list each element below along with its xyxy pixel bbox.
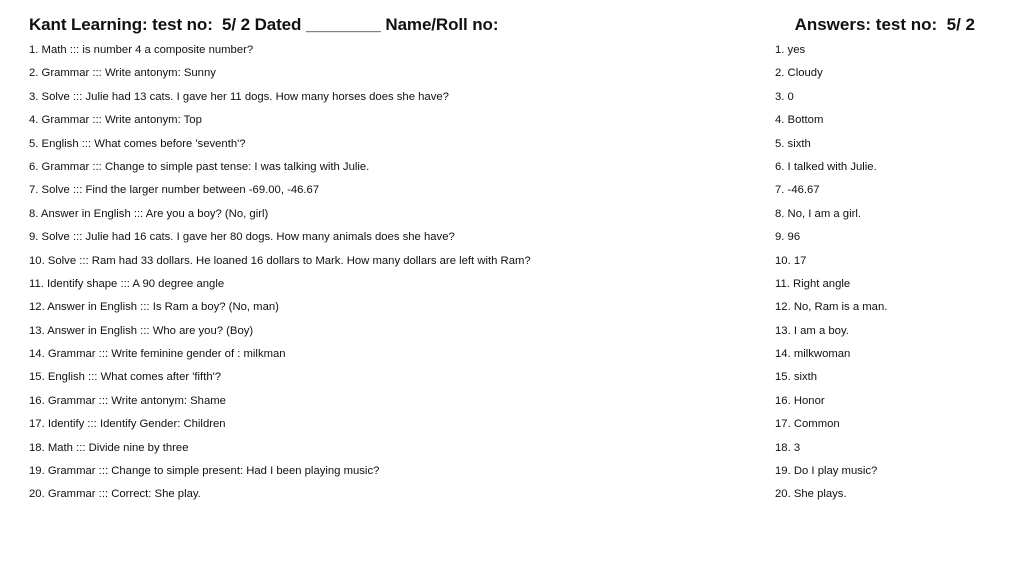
question-item: 9. Solve ::: Julie had 16 cats. I gave her 80 dogs. How many animals does she have? xyxy=(29,231,455,244)
answer-item: 11. Right angle xyxy=(775,277,851,290)
question-item: 11. Identify shape ::: A 90 degree angle xyxy=(29,277,225,290)
answer-item: 18. 3 xyxy=(775,441,801,454)
question-item: 15. English ::: What comes after 'fifth'? xyxy=(29,371,222,384)
question-item: 6. Grammar ::: Change to simple past tense: I was talking with Julie. xyxy=(29,160,370,173)
answer-item: 8. No, I am a girl. xyxy=(775,207,862,220)
question-item: 19. Grammar ::: Change to simple present: Had I been playing music? xyxy=(29,465,380,478)
answer-item: 1. yes xyxy=(775,44,806,56)
answer-item: 3. 0 xyxy=(775,90,794,103)
answer-item: 17. Common xyxy=(775,418,840,431)
answer-item: 15. sixth xyxy=(775,371,818,384)
answer-item: 19. Do I play music? xyxy=(775,465,878,478)
question-item: 20. Grammar ::: Correct: She play. xyxy=(29,488,201,501)
question-item: 12. Answer in English ::: Is Ram a boy? (No, man) xyxy=(29,301,279,314)
answer-item: 9. 96 xyxy=(775,231,801,244)
answer-item: 4. Bottom xyxy=(775,114,824,127)
question-item: 4. Grammar ::: Write antonym: Top xyxy=(29,114,202,127)
answer-list xyxy=(775,43,1005,511)
question-item: 7. Solve ::: Find the larger number between -69.00, -46.67 xyxy=(29,184,320,197)
question-item: 3. Solve ::: Julie had 13 cats. I gave her 11 dogs. How many horses does she have? xyxy=(29,90,449,103)
question-item: 2. Grammar ::: Write antonym: Sunny xyxy=(29,67,216,80)
test-title: Kant Learning: test no: 5/ 2 Dated ________ Name/Roll no: xyxy=(29,15,499,34)
question-item: 5. English ::: What comes before 'seventh'? xyxy=(29,137,246,150)
question-list xyxy=(29,43,759,511)
question-item: 17. Identify ::: Identify Gender: Children xyxy=(29,418,226,431)
answer-item: 6. I talked with Julie. xyxy=(775,160,877,173)
answer-item: 5. sixth xyxy=(775,137,811,150)
answer-item: 14. milkwoman xyxy=(775,348,851,361)
question-item: 8. Answer in English ::: Are you a boy? (No, girl) xyxy=(29,207,269,220)
question-item: 10. Solve ::: Ram had 33 dollars. He loaned 16 dollars to Mark. How many dollars are left with Ram? xyxy=(29,254,531,267)
question-item: 18. Math ::: Divide nine by three xyxy=(29,441,189,454)
question-item: 13. Answer in English ::: Who are you? (Boy) xyxy=(29,324,254,337)
answers-title: Answers: test no: 5/ 2 xyxy=(794,15,975,34)
question-item: 14. Grammar ::: Write feminine gender of : milkman xyxy=(29,348,286,361)
question-item: 16. Grammar ::: Write antonym: Shame xyxy=(29,394,226,407)
answer-item: 16. Honor xyxy=(775,394,825,407)
page-header xyxy=(29,15,975,41)
answer-item: 20. She plays. xyxy=(775,488,847,501)
question-item: 1. Math ::: is number 4 a composite number? xyxy=(29,44,254,56)
answer-item: 2. Cloudy xyxy=(775,67,823,80)
answer-item: 13. I am a boy. xyxy=(775,324,849,337)
answer-item: 12. No, Ram is a man. xyxy=(775,301,888,314)
answer-item: 10. 17 xyxy=(775,254,807,267)
answer-item: 7. -46.67 xyxy=(775,184,820,197)
